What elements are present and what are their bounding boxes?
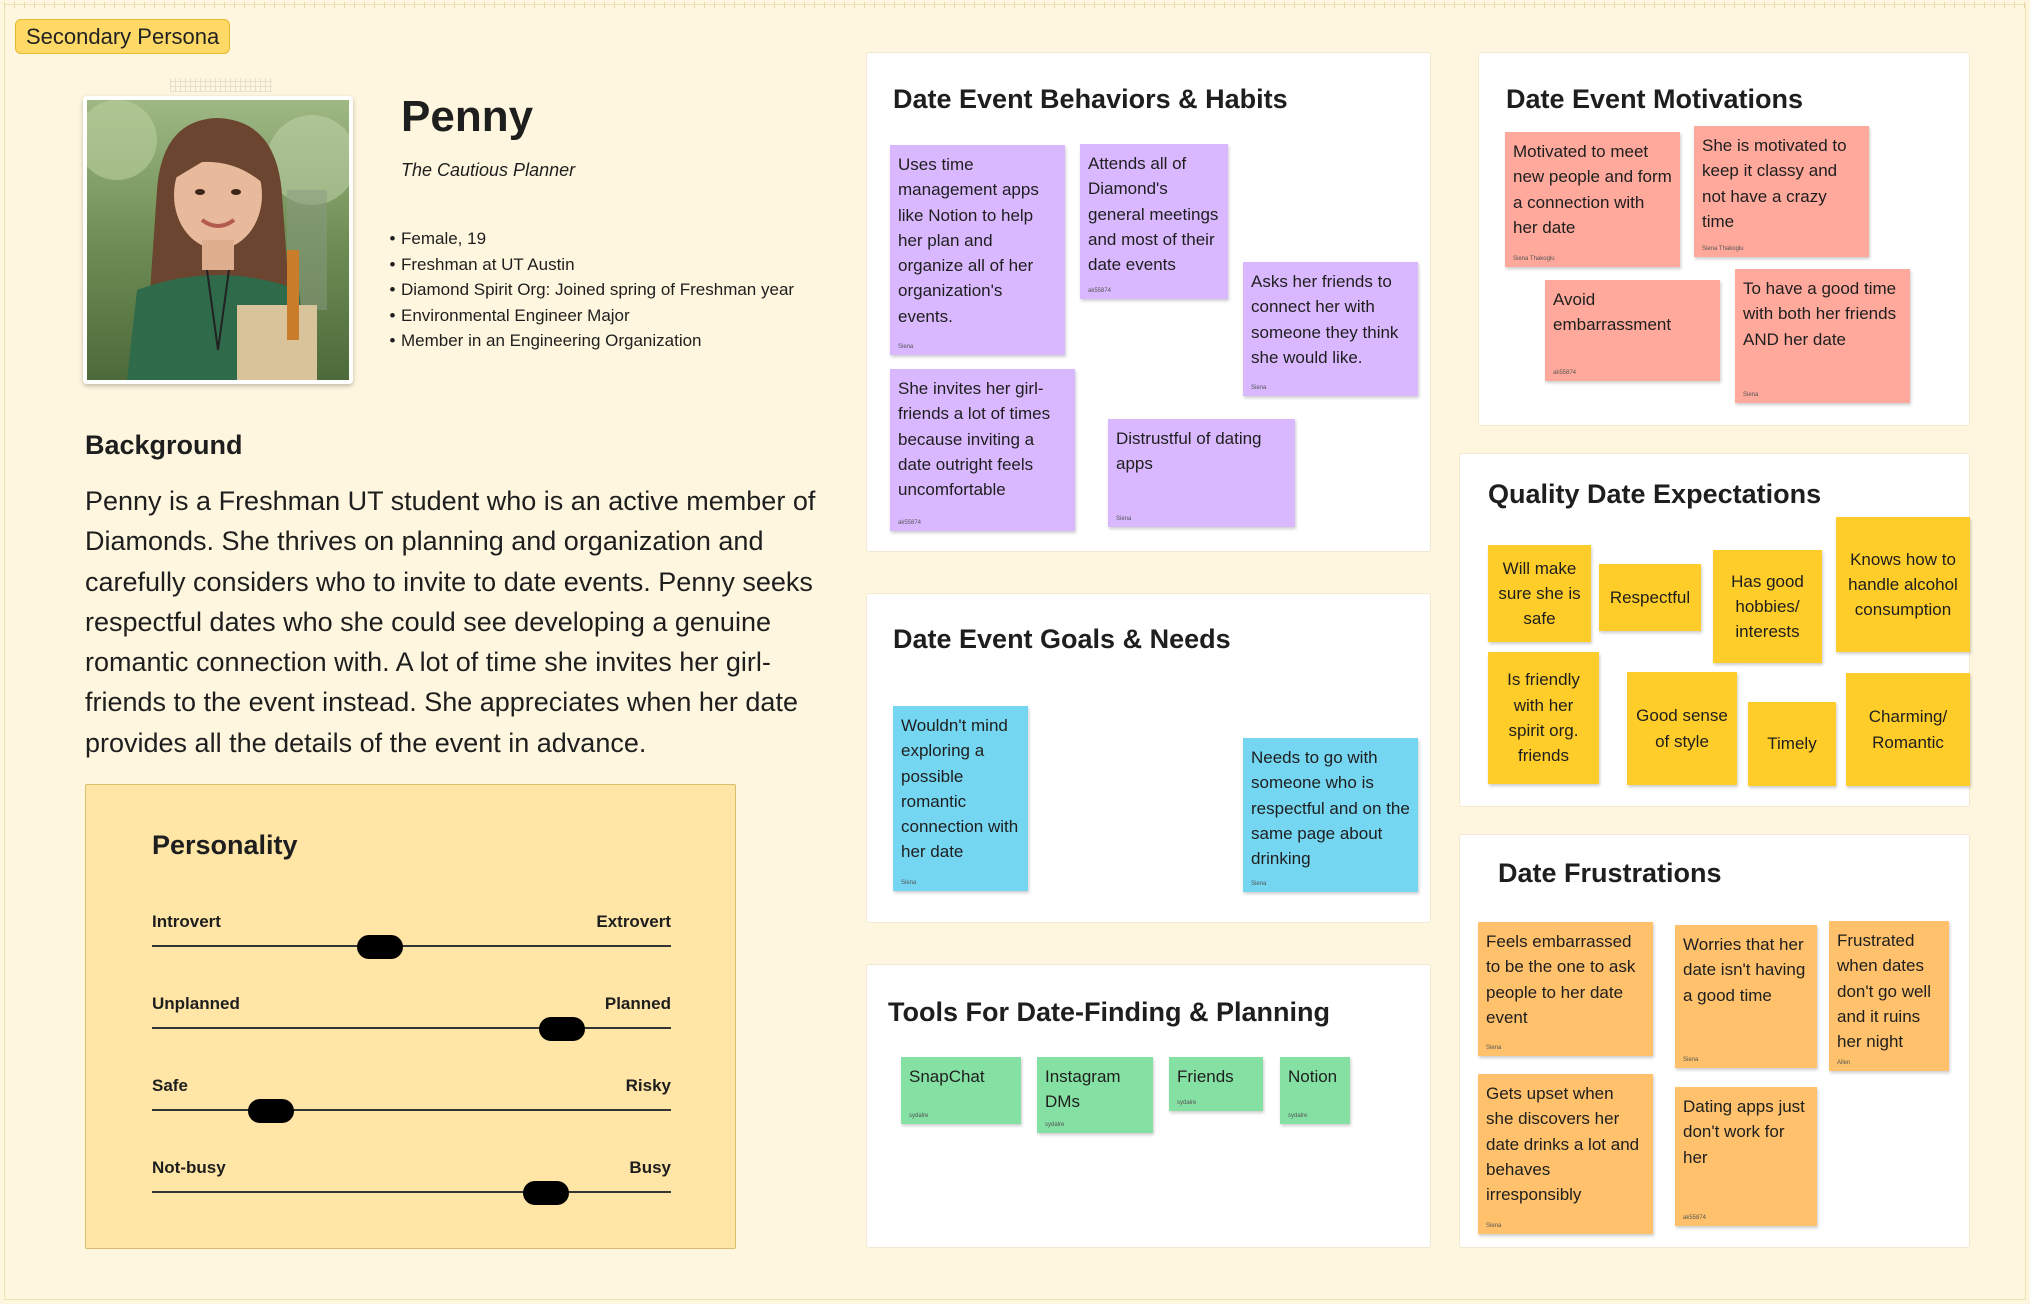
note-text: Wouldn't mind exploring a possible romantic connection with her date bbox=[901, 716, 1019, 862]
note-text: Uses time management apps like Notion to help her plan and organize all of her organization's events. bbox=[898, 155, 1039, 326]
frustrations-heading: Date Frustrations bbox=[1498, 858, 1722, 888]
slider-unplanned-planned[interactable] bbox=[152, 994, 671, 1038]
expectations-card[interactable] bbox=[1459, 453, 1970, 807]
note-author: Siena bbox=[1743, 392, 1759, 398]
persona-photo[interactable] bbox=[83, 96, 353, 384]
note-author: sydalre bbox=[1288, 1113, 1308, 1119]
sticky-note[interactable] bbox=[1243, 738, 1418, 892]
sticky-note[interactable] bbox=[1505, 132, 1680, 267]
sticky-note[interactable] bbox=[1675, 1087, 1817, 1226]
note-author: ak55874 bbox=[1088, 288, 1112, 294]
slider-knob[interactable] bbox=[539, 1017, 585, 1041]
sticky-note[interactable]: Is friendly with her spirit org. friends bbox=[1488, 652, 1599, 784]
note-text: Distrustful of dating apps bbox=[1116, 429, 1262, 474]
sticky-note[interactable] bbox=[1675, 925, 1817, 1068]
sticky-note[interactable] bbox=[1108, 419, 1295, 527]
note-text: Dating apps just don't work for her bbox=[1683, 1097, 1805, 1167]
persona-subtitle: The Cautious Planner bbox=[401, 160, 576, 180]
note-text: Friends bbox=[1177, 1067, 1234, 1086]
goals-card[interactable] bbox=[866, 593, 1431, 923]
fact-item: • Member in an Engineering Organization bbox=[384, 328, 794, 354]
fact-item: • Female, 19 bbox=[384, 226, 794, 252]
note-text: She invites her girl-friends a lot of times because inviting a date outright feels uncomfortable bbox=[898, 379, 1051, 500]
frustrations-card[interactable] bbox=[1459, 834, 1970, 1248]
sticky-note[interactable]: Timely bbox=[1748, 702, 1836, 786]
sticky-note[interactable] bbox=[901, 1057, 1021, 1124]
slider-left-label: Introvert bbox=[152, 912, 221, 931]
slider-notbusy-busy[interactable] bbox=[152, 1158, 671, 1202]
image-drag-handle[interactable] bbox=[170, 78, 272, 92]
note-author: sydalre bbox=[1045, 1122, 1065, 1128]
portrait-image bbox=[87, 100, 349, 380]
sticky-note[interactable]: Charming/ Romantic bbox=[1846, 673, 1970, 786]
motivations-card[interactable] bbox=[1478, 52, 1970, 426]
slider-right-label: Planned bbox=[604, 994, 671, 1013]
slider-right-label: Extrovert bbox=[596, 912, 671, 931]
fact-item: • Diamond Spirit Org: Joined spring of Freshman year bbox=[384, 277, 794, 303]
note-text: Feels embarrassed to be the one to ask people to her date event bbox=[1486, 932, 1636, 1027]
slider-left-label: Unplanned bbox=[152, 994, 240, 1013]
sticky-note[interactable] bbox=[1478, 922, 1653, 1056]
sticky-note[interactable] bbox=[893, 706, 1028, 891]
behaviors-card[interactable] bbox=[866, 52, 1431, 552]
tools-card[interactable] bbox=[866, 964, 1431, 1248]
slider-left-label: Not-busy bbox=[152, 1158, 226, 1177]
personality-heading: Personality bbox=[152, 830, 298, 860]
fact-item: • Environmental Engineer Major bbox=[384, 303, 794, 329]
sticky-note[interactable] bbox=[890, 369, 1075, 531]
note-text: Notion bbox=[1288, 1067, 1338, 1086]
sticky-note[interactable] bbox=[1280, 1057, 1350, 1124]
note-author: Siena bbox=[898, 344, 914, 350]
note-text: Avoid embarrassment bbox=[1553, 290, 1672, 335]
note-author: Siena Thakoglu bbox=[1702, 246, 1744, 252]
note-text: Worries that her date isn't having a good time bbox=[1683, 935, 1806, 1005]
note-text: Needs to go with someone who is respectful and on the same page about drinking bbox=[1251, 748, 1410, 869]
background-heading: Background bbox=[85, 430, 243, 460]
sticky-note[interactable]: Good sense of style bbox=[1627, 672, 1737, 785]
sticky-note[interactable] bbox=[1169, 1057, 1263, 1111]
note-text: Frustrated when dates don't go well and it ruins her night bbox=[1837, 931, 1931, 1052]
expectations-heading: Quality Date Expectations bbox=[1488, 479, 1822, 509]
sticky-note[interactable] bbox=[1735, 269, 1910, 403]
sticky-note[interactable] bbox=[890, 145, 1065, 355]
background-text: Penny is a Freshman UT student who is an active member of Diamonds. She thrives on planning and organization and carefully considers who to invite to date events. Penny seeks respectful dates who she could see developing a genuine romantic connection with. A lot of time she invites her girl-friends to the event instead. She appreciates when her date provides all the details of the event in advance. bbox=[85, 486, 816, 758]
note-text: She is motivated to keep it classy and not have a crazy time bbox=[1702, 136, 1847, 231]
sticky-note[interactable]: Respectful bbox=[1599, 564, 1701, 631]
slider-left-label: Safe bbox=[152, 1076, 188, 1095]
section-tag[interactable]: Secondary Persona bbox=[15, 19, 230, 54]
note-text: Attends all of Diamond's general meetings and most of their date events bbox=[1088, 154, 1219, 275]
slider-right-label: Risky bbox=[625, 1076, 671, 1095]
slider-track bbox=[152, 1027, 671, 1029]
sticky-note[interactable] bbox=[1080, 144, 1228, 299]
behaviors-heading: Date Event Behaviors & Habits bbox=[893, 84, 1288, 114]
slider-knob[interactable] bbox=[523, 1181, 569, 1205]
note-text: To have a good time with both her friends AND her date bbox=[1743, 279, 1897, 349]
slider-track bbox=[152, 1191, 671, 1193]
persona-name: Penny bbox=[401, 92, 534, 141]
note-text: Gets upset when she discovers her date drinks a lot and behaves irresponsibly bbox=[1486, 1084, 1640, 1205]
note-author: Siena bbox=[1486, 1223, 1502, 1229]
sticky-note[interactable]: Has good hobbies/ interests bbox=[1713, 550, 1822, 663]
note-author: ak55874 bbox=[1683, 1215, 1707, 1221]
sticky-note[interactable] bbox=[1694, 126, 1869, 257]
canvas-ruler bbox=[4, 2, 2026, 8]
note-author: Siena bbox=[1251, 881, 1267, 887]
sticky-note[interactable] bbox=[1243, 262, 1418, 396]
personality-panel[interactable] bbox=[85, 784, 736, 1249]
goals-heading: Date Event Goals & Needs bbox=[893, 624, 1231, 654]
sticky-note[interactable] bbox=[1829, 921, 1949, 1071]
note-author: ak55874 bbox=[898, 520, 922, 526]
note-author: sydalre bbox=[909, 1113, 929, 1119]
slider-right-label: Busy bbox=[629, 1158, 671, 1177]
slider-track bbox=[152, 945, 671, 947]
note-text: Instagram DMs bbox=[1045, 1067, 1121, 1112]
note-text: Asks her friends to connect her with someone they think she would like. bbox=[1251, 272, 1399, 367]
sticky-note[interactable]: Will make sure she is safe bbox=[1488, 545, 1591, 642]
note-author: Siena bbox=[1683, 1057, 1699, 1063]
note-author: sydalre bbox=[1177, 1100, 1197, 1106]
slider-knob[interactable] bbox=[248, 1099, 294, 1123]
note-author: Siena bbox=[1251, 385, 1267, 391]
slider-track bbox=[152, 1109, 671, 1111]
note-author: Siena Thakoglu bbox=[1513, 256, 1555, 262]
slider-introvert-extrovert[interactable] bbox=[152, 912, 671, 956]
slider-knob[interactable] bbox=[357, 935, 403, 959]
note-author: Allen bbox=[1837, 1060, 1851, 1066]
sticky-note[interactable] bbox=[1478, 1074, 1653, 1234]
fact-item: • Freshman at UT Austin bbox=[384, 252, 794, 278]
note-text: Motivated to meet new people and form a connection with her date bbox=[1513, 142, 1672, 237]
sticky-note[interactable]: Knows how to handle alcohol consumption bbox=[1836, 517, 1970, 652]
motivations-heading: Date Event Motivations bbox=[1506, 84, 1804, 114]
note-author: Siena bbox=[901, 880, 917, 886]
sticky-note[interactable] bbox=[1545, 280, 1720, 381]
tools-heading: Tools For Date-Finding & Planning bbox=[888, 997, 1330, 1027]
note-text: SnapChat bbox=[909, 1067, 985, 1086]
note-author: ak55874 bbox=[1553, 370, 1577, 376]
note-author: Siena bbox=[1116, 516, 1132, 522]
note-author: Siena bbox=[1486, 1045, 1502, 1051]
slider-safe-risky[interactable] bbox=[152, 1076, 671, 1120]
sticky-note[interactable] bbox=[1037, 1057, 1153, 1133]
persona-facts bbox=[384, 226, 794, 354]
